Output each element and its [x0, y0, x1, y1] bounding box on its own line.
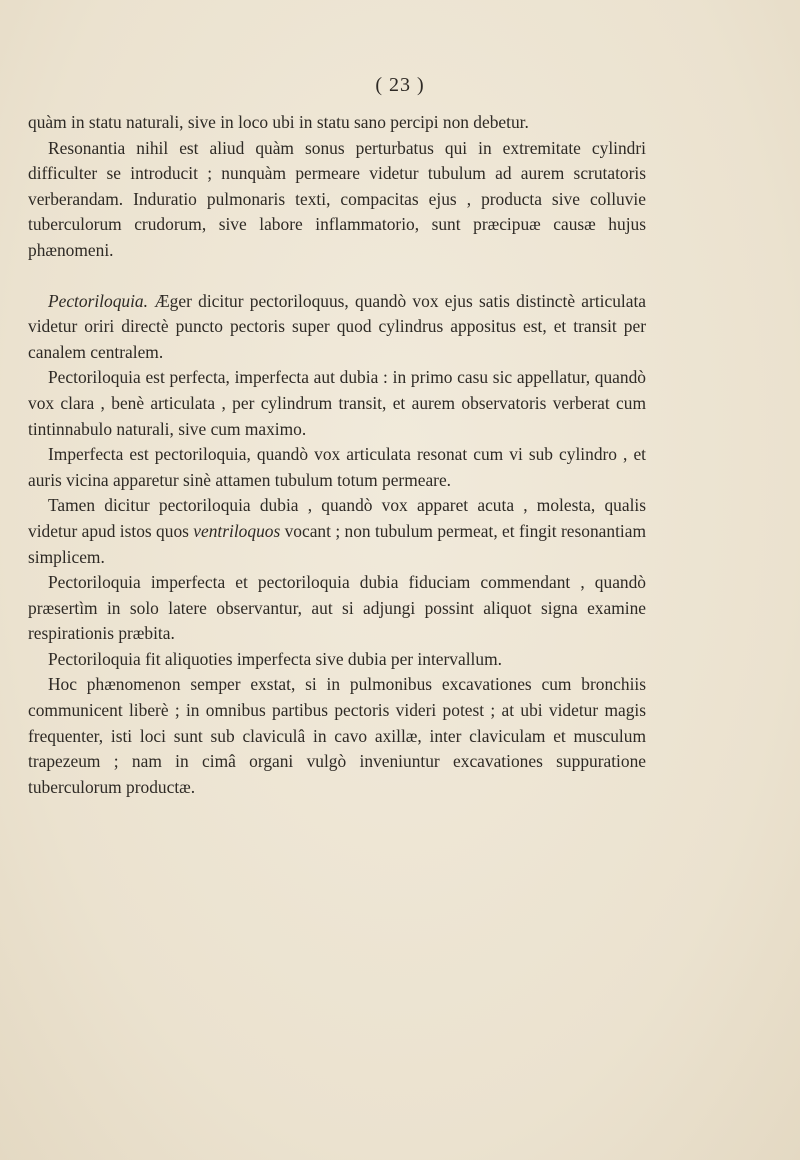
italic-term: ventriloquos	[193, 520, 281, 541]
paragraph-text: Tamen dicitur pectoriloquia dubia , quandò vox apparet acuta , molesta, qualis videtur apud istos quos	[28, 495, 646, 541]
paragraph	[28, 289, 646, 366]
paragraph: Imperfecta est pectoriloquia, quandò vox articulata resonat cum vi sub cylindro , et auris vicina apparetur sinè attamen tubulum totum permeare.	[28, 444, 646, 490]
body-text	[28, 110, 646, 800]
paragraph: Pectoriloquia fit aliquoties imperfecta sive dubia per intervallum.	[48, 648, 502, 669]
paragraph	[28, 493, 646, 570]
page-number: ( 23 )	[375, 74, 425, 96]
paragraph: Pectoriloquia est perfecta, imperfecta aut dubia : in primo casu sic appellatur, quandò vox clara , benè articulata , per cylindrum transit, et aurem observatoris verberat cum tintinnabulo naturali, sive cum maximo.	[28, 367, 646, 439]
paragraph: Pectoriloquia imperfecta et pectoriloquia dubia fiduciam commendant , quandò præsertìm in solo latere observantur, aut si adjungi possint aliquot signa examine respirationis præbita.	[28, 572, 646, 644]
paragraph-text: Æger dicitur pectoriloquus, quandò vox ejus satis distinctè articulata videtur oriri directè puncto pectoris super quod cylindrus appositus est, et transit per canalem centralem.	[28, 290, 646, 362]
paragraph: quàm in statu naturali, sive in loco ubi in statu sano percipi non debetur.	[28, 112, 529, 132]
paragraph: Resonantia nihil est aliud quàm sonus perturbatus qui in extremitate cylindri difficulter se introducit ; nunquàm permeare videtur tubulum ad aurem scrutatoris verberandam. Induratio pulmonaris texti, compacitas ejus , producta sive colluvie tuberculorum crudorum, sive labore inflammatorio, sunt præcipuæ causæ hujus phænomeni.	[28, 137, 646, 260]
paragraph: Hoc phænomenon semper exstat, si in pulmonibus excavationes cum bronchiis communicent liberè ; in omnibus partibus pectoris videri potest ; at ubi videtur magis frequenter, isti loci sunt sub claviculâ in cavo axillæ, inter claviculam et musculum trapezeum ; nam in cimâ organi vulgò inveniuntur excavationes suppuratione tuberculorum productæ.	[28, 674, 646, 797]
section-heading: Pectoriloquia.	[48, 290, 148, 311]
paragraph-text: vocant ; non tubulum permeat, et fingit resonantiam simplicem.	[28, 520, 646, 567]
